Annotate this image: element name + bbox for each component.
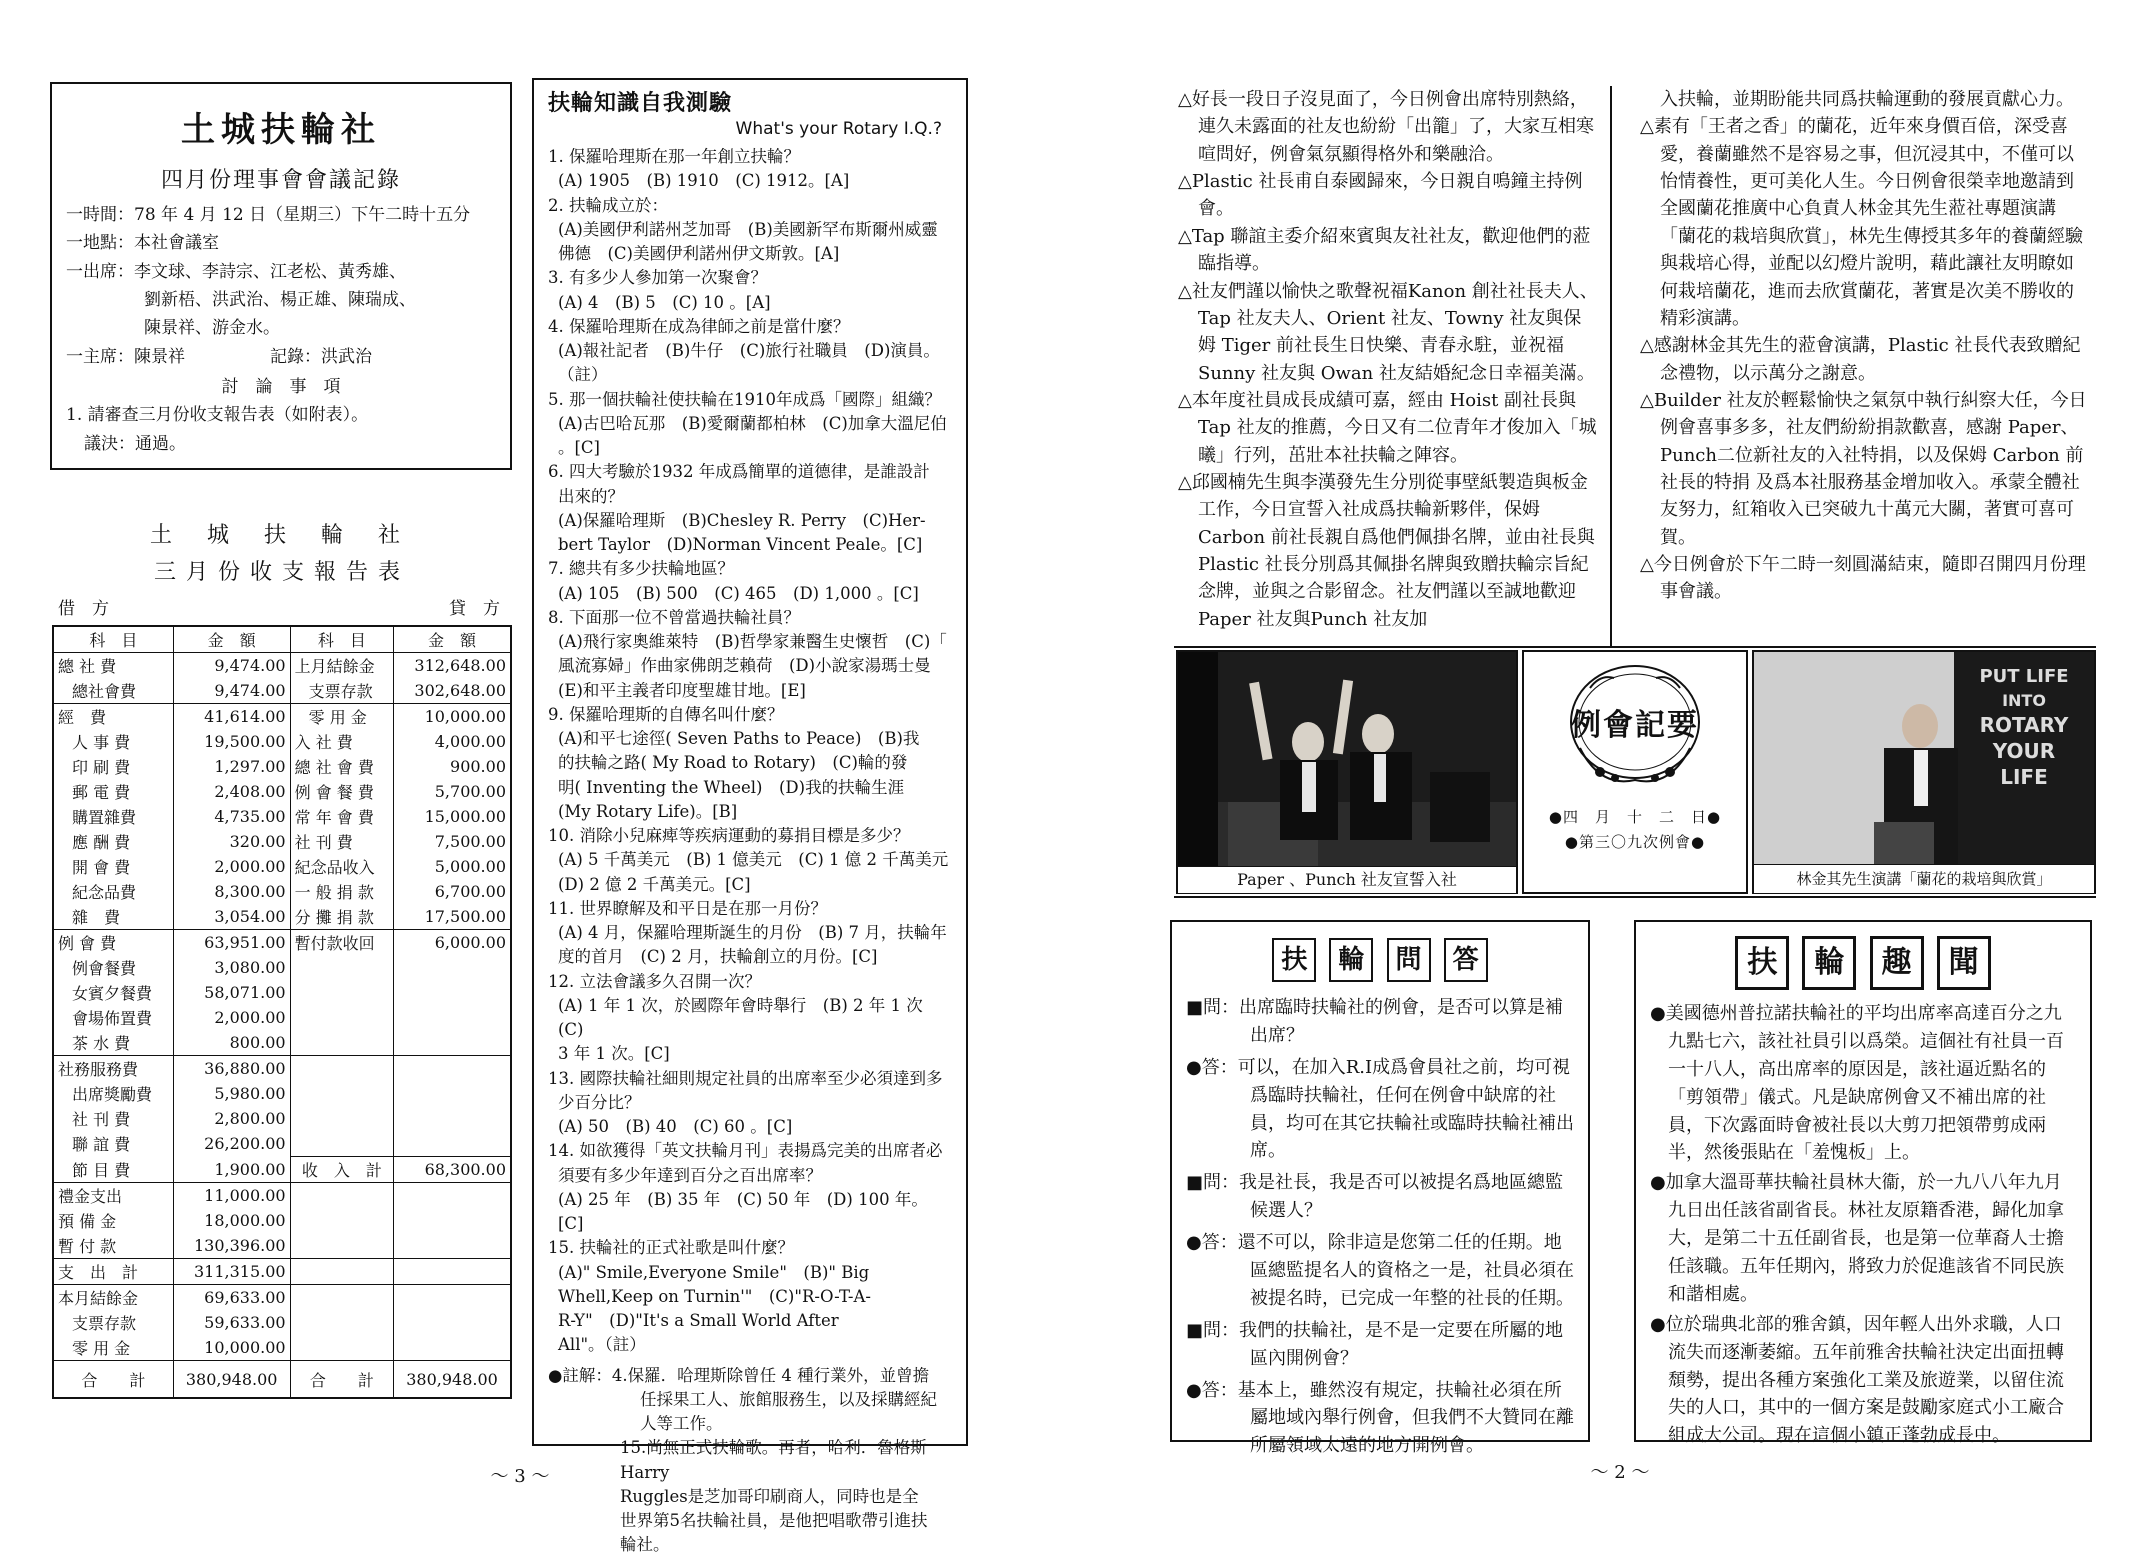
finance-left-amount: 2,408.00 [173,779,290,804]
finance-left-amount: 36,880.00 [173,1056,290,1082]
quiz-question: 12. 立法會議多久召開一次？ [548,971,761,991]
finance-left-item: 總社會費 [54,678,174,704]
quiz-question: 8. 下面那一位不曾當過扶輪社員？ [548,607,800,627]
finance-left-amount: 130,396.00 [173,1233,290,1259]
finance-left-item: 茶 水 費 [54,1030,174,1056]
fun-title-char: 輪 [1802,936,1856,990]
total-label-right: 合 計 [290,1361,393,1398]
finance-right-amount: 5,000.00 [394,854,511,879]
finance-left-amount: 1,900.00 [173,1157,290,1183]
photo-right [1752,650,2096,894]
finance-left-item: 開 會 費 [54,854,174,879]
news-left-column [1178,86,1598,646]
finance-left-amount: 5,980.00 [173,1081,290,1106]
quiz-question: 14. 如欲獲得「英文扶輪月刊」表揚爲完美的出席者必 [548,1141,943,1161]
photo-right-caption: 林金其先生演講「蘭花的栽培與欣賞」 [1754,864,2094,893]
quiz-option: 的扶輪之路( My Road to Rotary) (C)輪的發 [558,753,908,773]
finance-right-item: 支票存款 [290,678,393,704]
quiz-option: 風流寡婦」作曲家佛朗芝賴荷 (D)小說家湯瑪士曼 [558,656,931,676]
quiz-question: 2. 扶輪成立於： [548,195,668,215]
quiz-question: 1. 保羅哈理斯在那一年創立扶輪？ [548,147,800,166]
fun-item: ●位於瑞典北部的雅舍鎮，因年輕人出外求職，人口流失而逐漸萎縮。五年前雅舍扶輪社決定出面扭轉頹勢，提出各種方案強化工業及旅遊業，以留住流失的人口，其中的一個方案是鼓勵家庭式小工廠合組成大公司。現在這個小鎮正蓬勃成長中。 [1650,1313,2064,1447]
finance-left-amount: 11,000.00 [173,1183,290,1209]
finance-right-amount: 6,700.00 [394,879,511,904]
finance-report [52,518,512,1448]
qa-title-char: 答 [1444,938,1488,982]
finance-left-amount: 41,614.00 [173,704,290,730]
minutes-club: 土城扶輪社 [181,110,381,150]
finance-left-amount: 2,000.00 [173,854,290,879]
finance-right-amount: 17,500.00 [394,904,511,930]
finance-right-empty [290,1335,393,1361]
finance-left-amount: 9,474.00 [173,678,290,704]
total-label-left: 合 計 [54,1361,174,1398]
finance-right-empty [394,1233,511,1259]
quiz-option: (A)古巴哈瓦那 (B)愛爾蘭都柏林 (C)加拿大溫尼伯 [558,413,947,433]
qa-answer: ●答：可以，在加入R.I成爲會員社之前，均可視爲臨時扶輪社，任何在例會中缺席的社員，均可在其它扶輪社或臨時扶輪社補出席。 [1186,1056,1574,1162]
page-number-left: ～ 3 ～ [490,1466,550,1487]
quiz-option: 。[C] [558,438,600,457]
finance-right-item: 常 年 會 費 [290,804,393,829]
quiz-question: 3. 有多少人參加第一次聚會？ [548,268,767,288]
fun-title-char: 趣 [1870,936,1924,990]
finance-left-item: 雜 費 [54,904,174,930]
qa-content [1186,994,1574,1460]
quiz-question: 11. 世界瞭解及和平日是在那一月份？ [548,898,827,918]
quiz-note: 人等工作。 [640,1414,723,1433]
qa-answer: ●答：還不可以，除非這是您第二任的任期。地區總監提名人的資格之一是，社員必須在被提名時，已完成一年整的社長的任期。 [1186,1232,1574,1309]
qa-question: ■問：出席臨時扶輪社的例會，是否可以算是補出席？ [1186,997,1564,1046]
finance-left-item: 零 用 金 [54,1335,174,1361]
finance-right-empty [290,1131,393,1157]
finance-left-item: 暫 付 款 [54,1233,174,1259]
svg-text:INTO: INTO [2002,691,2046,710]
finance-left-amount: 8,300.00 [173,879,290,904]
income-total-amount: 68,300.00 [394,1157,511,1183]
finance-left-item: 本月結餘金 [54,1285,174,1311]
finance-left-amount: 63,951.00 [173,930,290,956]
finance-right-item: 例 會 餐 費 [290,779,393,804]
finance-left-amount: 4,735.00 [173,804,290,829]
finance-left-item: 印 刷 費 [54,754,174,779]
finance-grid [53,626,511,1398]
meeting-date: ●四 月 十 二 日● [1548,808,1722,826]
finance-right-item: 分 攤 捐 款 [290,904,393,930]
minutes-box [50,82,512,470]
finance-right-amount: 312,648.00 [394,653,511,679]
finance-left-amount: 320.00 [173,829,290,854]
finance-left-amount: 2,800.00 [173,1106,290,1131]
quiz-option: (A) 5 千萬美元 (B) 1 億美元 (C) 1 億 2 千萬美元 [558,850,949,870]
finance-right-amount: 7,500.00 [394,829,511,854]
news-item: △本年度社員成長成績可嘉，經由 Hoist 副社長與Tap 社友的推薦，今日又有二位青年才俊加入「城曦」行列，茁壯本社扶輪之陣容。 [1178,389,1597,466]
finance-left-amount: 26,200.00 [173,1131,290,1157]
fun-box [1634,920,2092,1447]
finance-right-empty [290,1081,393,1106]
total-amount-left: 380,948.00 [173,1361,290,1398]
finance-left-item: 總 社 費 [54,653,174,679]
finance-right-amount: 302,648.00 [394,678,511,704]
finance-right-amount: 15,000.00 [394,804,511,829]
minutes-line: 陳景祥、游金水。 [144,318,280,339]
quiz-question: 6. 四大考驗於1932 年成爲簡單的道德律，是誰設計 [548,462,930,482]
finance-right-empty [290,1183,393,1209]
finance-left-item: 購置雜費 [54,804,174,829]
finance-club: 土 城 扶 輪 社 [150,523,414,548]
finance-right-empty [394,1030,511,1056]
meeting-notes-title: 例會記要 [1571,708,1699,743]
quiz-questions [548,145,952,1358]
quiz-option: (A) 1905 (B) 1910 (C) 1912。[A] [558,171,850,191]
finance-right-empty [394,1106,511,1131]
quiz-option: 明( Inventing the Wheel) (D)我的扶輪生涯 [558,777,905,797]
finance-right-empty [290,980,393,1005]
finance-right-item: 總 社 會 費 [290,754,393,779]
svg-text:PUT LIFE: PUT LIFE [1979,666,2069,687]
news-item: △邱國楠先生與李漢發先生分別從事壁紙製造與板金工作，今日宣誓入社成爲扶輪新夥伴，保姆Carbon 前社長親自爲他們佩掛名牌，並由社長與Plastic 社長分別爲其佩掛名牌與致贈扶輪宗旨紀念牌，並與之合影留念。社友們謹以至誠地歡迎Paper 社友與Punch 社友加 [1178,472,1595,630]
quiz-question: 15. 扶輪社的正式社歌是叫什麼？ [548,1238,794,1258]
minutes-line: 劉新梧、洪武治、楊正雄、陳瑞成、 [144,290,416,311]
qa-question: ■問：我們的扶輪社，是不是一定要在所屬的地區內開例會？ [1186,1319,1564,1369]
quiz-question: 4. 保羅哈理斯在成為律師之前是當什麼？ [548,316,850,336]
fun-item: ●加拿大溫哥華扶輪社員林大衞，於一九八八年九月九日出任該省副省長。林社友原籍香港，歸化加拿大，是第二十五任副省長，也是第一位華裔人士擔任該職。五年任期內，將致力於促進該省不同民族和諧相處。 [1650,1172,2064,1305]
quiz-option: 度的首月 (C) 2 月，扶輪創立的月份。[C] [558,947,878,967]
finance-left-item: 社 刊 費 [54,1106,174,1131]
finance-left-item: 出席獎勵費 [54,1081,174,1106]
news-item: △好長一段日子沒見面了，今日例會出席特別熱絡，連久未露面的社友也紛紛「出籠」了，大家互相寒喧問好，例會氣氛顯得格外和樂融洽。 [1178,89,1594,165]
quiz-option: (D) 2 億 2 千萬美元。[C] [558,874,751,894]
quiz-subtitle: What's your Rotary I.Q.? [735,119,942,139]
news-item: 入扶輪，並期盼能共同爲扶輪運動的發展貢獻心力。 [1660,89,2074,110]
finance-left-amount: 800.00 [173,1030,290,1056]
finance-left-amount: 1,297.00 [173,754,290,779]
quiz-box [532,78,968,1555]
finance-left-amount: 10,000.00 [173,1335,290,1361]
finance-left-item: 例會餐費 [54,955,174,980]
quiz-notes [548,1364,952,1558]
finance-title: 三月份收支報告表 [153,560,410,585]
minutes-lines [66,202,496,457]
finance-right-empty [290,1233,393,1259]
fun-title-char: 扶 [1735,936,1789,990]
finance-right-amount: 4,000.00 [394,729,511,754]
fun-title [1650,936,2076,990]
finance-left-item: 社務服務費 [54,1056,174,1082]
finance-left-item: 節 目 費 [54,1157,174,1183]
quiz-question: 9. 保羅哈理斯的自傳名叫什麼？ [548,704,784,724]
finance-header: 科 目 [290,627,393,653]
finance-right-item: 暫付款收回 [290,930,393,956]
qa-title-char: 問 [1387,938,1431,982]
finance-right-empty [394,1081,511,1106]
swearing-in-photo [1178,652,1516,866]
photo-left [1176,650,1518,894]
finance-left-amount: 9,474.00 [173,653,290,679]
finance-left-amount: 69,633.00 [173,1285,290,1311]
quiz-option: (A)和平七途徑( Seven Paths to Peace) (B)我 [558,729,920,748]
qa-answer: ●答：基本上，雖然沒有規定，扶輪社必須在所屬地域內舉行例會，但我們不大贊同在離所屬領域太遠的地方開例會。 [1186,1379,1574,1457]
finance-right-empty [394,1259,511,1285]
speaker-photo [1754,652,2094,864]
minutes-line: 一出席：李文球、李詩宗、江老松、黃秀雄、 [66,261,406,282]
quiz-option: All"。（註） [558,1335,646,1355]
quiz-option: (A) 1 年 1 次，於國際年會時舉行 (B) 2 年 1 次 (C) [558,995,940,1039]
svg-text:YOUR: YOUR [1992,739,2056,763]
fun-item: ●美國德州普拉諾扶輪社的平均出席率高達百分之九九點七六，該社社員引以爲榮。這個社有社員一百一十八人，高出席率的原因是，該社逼近點名的「剪領帶」儀式。凡是缺席例會又不補出席的社員，下次露面時會被社長以大剪刀把領帶剪成兩半，然後張貼在「羞愧板」上。 [1650,1003,2064,1164]
finance-right-empty [290,1056,393,1082]
discuss-heading: 討 論 事 項 [221,377,341,398]
qa-title-char: 輪 [1329,938,1373,982]
finance-right-empty [394,1310,511,1335]
finance-right-item: 社 刊 費 [290,829,393,854]
photo-left-caption: Paper 、Punch 社友宣誓入社 [1178,866,1516,893]
finance-right-empty [290,1005,393,1030]
news-item: △Builder 社友於輕鬆愉快之氣氛中執行糾察大任，今日例會喜事多多，社友們紛紛捐款歡喜，感謝 Paper、Punch二位新社友的入社特捐，以及保姆 Carbon 前社長的特捐 及爲本社服務基金增加收入。承蒙全體社友努力，紅箱收入已突破九十萬元大關，著實可喜可賀。 [1640,389,2087,548]
finance-left-amount: 3,054.00 [173,904,290,930]
quiz-question: 10. 消除小兒麻痺等疾病運動的募捐目標是多少？ [548,826,910,845]
finance-right-empty [290,955,393,980]
finance-right-amount: 6,000.00 [394,930,511,956]
minutes-item: 議決：通過。 [84,433,186,454]
finance-left-item: 支 出 計 [54,1259,174,1285]
svg-text:LIFE: LIFE [2000,765,2048,789]
finance-right-item: 入 社 費 [290,729,393,754]
quiz-option: (My Rotary Life)。[B] [558,801,738,821]
finance-left-item: 例 會 費 [54,930,174,956]
income-total-label: 收 入 計 [290,1157,393,1183]
minutes-line: 一主席：陳景祥 記錄：洪武治 [66,346,372,367]
finance-right-amount: 5,700.00 [394,779,511,804]
finance-right-empty [290,1259,393,1285]
finance-right-empty [290,1030,393,1056]
qa-title-char: 扶 [1272,938,1316,982]
photo-center [1522,650,1748,894]
finance-right-empty [394,1285,511,1311]
finance-right-amount: 10,000.00 [394,704,511,730]
finance-left-item: 聯 誼 費 [54,1131,174,1157]
finance-left-amount: 311,315.00 [173,1259,290,1285]
finance-left-amount: 18,000.00 [173,1208,290,1233]
qa-question: ■問：我是社長，我是否可以被提名爲地區總監候選人？ [1186,1172,1564,1222]
finance-left-item: 支票存款 [54,1310,174,1335]
quiz-question: 7. 總共有多少扶輪地區？ [548,559,734,579]
minutes-line: 一時間：78 年 4 月 12 日（星期三）下午二時十五分 [66,205,471,225]
news-item: △感謝林金其先生的蒞會演講，Plastic 社長代表致贈紀念禮物，以示萬分之謝意。 [1640,335,2081,384]
quiz-option: Whell,Keep on Turnin'" (C)"R-O-T-A- [558,1286,872,1306]
quiz-option: R-Y" (D)"It's a Small World After [558,1311,839,1330]
finance-table [52,625,512,1399]
minutes-item: 1. 請審查三月份收支報告表（如附表）。 [66,405,369,426]
quiz-note: ●註解：4.保羅．哈理斯除曾任 4 種行業外，並曾擔 [548,1365,930,1385]
finance-left-amount: 59,633.00 [173,1310,290,1335]
finance-left-item: 禮金支出 [54,1183,174,1209]
news-item: △Plastic 社長甫自泰國歸來，今日親自鳴鐘主持例會。 [1178,171,1583,220]
finance-left-amount: 2,000.00 [173,1005,290,1030]
quiz-option: (A)報社記者 (B)牛仔 (C)旅行社職員 (D)演員。 [558,341,940,360]
quiz-option: 須要有多少年達到百分之百出席率？ [558,1165,822,1185]
finance-left-item: 郵 電 費 [54,779,174,804]
finance-left-item: 女賓夕餐費 [54,980,174,1005]
quiz-note: 15.尚無正式扶輪歌。再者，哈利．魯格斯Harry [620,1438,927,1482]
news-item: △Tap 聯誼主委介紹來賓與友社社友，歡迎他們的蒞臨指導。 [1178,225,1591,275]
finance-right-empty [290,1310,393,1335]
quiz-option: (A) 4 月，保羅哈理斯誕生的月份 (B) 7 月，扶輪年 [558,923,947,942]
page-number-right: ～ 2 ～ [1590,1462,1650,1483]
quiz-option: (A) 105 (B) 500 (C) 465 (D) 1,000 。[C] [558,583,919,603]
news-divider [1610,86,1612,646]
finance-left-item: 人 事 費 [54,729,174,754]
finance-right-item: 上月結餘金 [290,653,393,679]
fun-title-char: 聞 [1937,936,1991,990]
qa-title [1186,938,1574,982]
quiz-note: Ruggles是芝加哥印刷商人，同時也是全 [620,1486,919,1506]
finance-right-item: 紀念品收入 [290,854,393,879]
finance-right-empty [394,1005,511,1030]
finance-left-item: 經 費 [54,704,174,730]
minutes-line: 一地點：本社會議室 [66,233,219,254]
quiz-note: 任採果工人、旅館服務生，以及採購經紀 [640,1389,937,1409]
finance-right-item: 一 般 捐 款 [290,879,393,904]
finance-right-empty [394,1208,511,1233]
finance-left-item: 預 備 金 [54,1208,174,1233]
quiz-option: 3 年 1 次。[C] [558,1044,670,1064]
quiz-question: 13. 國際扶輪社細則規定社員的出席率至少必須達到多 [548,1068,943,1088]
total-amount-right: 380,948.00 [394,1361,511,1398]
finance-header: 金 額 [394,627,511,653]
finance-header: 金 額 [173,627,290,653]
finance-left-amount: 19,500.00 [173,729,290,754]
finance-right-empty [290,1208,393,1233]
finance-left-amount: 3,080.00 [173,955,290,980]
finance-right-empty [290,1285,393,1311]
finance-right-empty [394,1131,511,1157]
finance-right-empty [394,980,511,1005]
news-item: △社友們謹以愉快之歌聲祝福Kanon 創社社長夫人、Tap 社友夫人、Orient 社友、Towny 社友與保姆 Tiger 前社長生日快樂、青春永駐，並祝福 Sunny 社友與 Owan 社友結婚紀念日幸福美滿。 [1178,280,1598,384]
credit-label: 貸 方 [449,599,500,619]
debit-label: 借 方 [58,599,109,619]
qa-box [1170,920,1590,1457]
quiz-option: (A) 50 (B) 40 (C) 60 。[C] [558,1117,793,1136]
finance-left-item: 會場佈置費 [54,1005,174,1030]
finance-left-item: 應 酬 費 [54,829,174,854]
quiz-option: (A)美國伊利諾州芝加哥 (B)美國新罕布斯爾州威靈 [558,219,938,239]
finance-right-empty [394,1335,511,1361]
finance-right-empty [394,1056,511,1082]
finance-right-item: 零 用 金 [290,704,393,730]
meeting-number: ●第三〇九次例會● [1564,833,1706,851]
news-item: △今日例會於下午二時一刻圓滿結束，隨即召開四月份理事會議。 [1640,554,2086,603]
quiz-note: 世界第5名扶輪社員，是他把唱歌帶引進扶 [620,1511,928,1530]
quiz-title: 扶輪知識自我測驗 [548,90,733,116]
quiz-option: (A)飛行家奧維萊特 (B)哲學家兼醫生史懷哲 (C)「 [558,632,947,651]
svg-text:ROTARY: ROTARY [1979,713,2069,737]
quiz-option: 少百分比？ [558,1092,641,1112]
finance-right-empty [394,955,511,980]
fun-content [1650,1000,2076,1450]
quiz-option: (A) 4 (B) 5 (C) 10 。[A] [558,292,771,312]
quiz-option: (A)" Smile,Everyone Smile" (B)" Big [558,1262,870,1282]
quiz-note: 輪社。 [620,1535,670,1555]
finance-left-amount: 58,071.00 [173,980,290,1005]
news-right-column [1640,86,2090,646]
quiz-option: （註） [558,365,608,385]
quiz-option: 佛德 (C)美國伊利諾州伊文斯敦。[A] [558,244,840,263]
finance-left-item: 紀念品費 [54,879,174,904]
quiz-option: 出來的？ [558,486,624,506]
finance-header: 科 目 [54,627,174,653]
quiz-option: (A)保羅哈理斯 (B)Chesley R. Perry (C)Her- [558,510,926,530]
finance-right-amount: 900.00 [394,754,511,779]
quiz-option: (E)和平主義者印度聖雄甘地。[E] [558,680,806,700]
news-item: △素有「王者之香」的蘭花，近年來身價百倍，深受喜愛，養蘭雖然不是容易之事，但沉浸其中，不僅可以怡情養性，更可美化人生。今日例會很榮幸地邀請到全國蘭花推廣中心負責人林金其先生蒞社專題演講「蘭花的栽培與欣賞」，林先生傳授其多年的養蘭經驗與栽培心得，並配以幻燈片說明，藉此讓社友明瞭如何栽培蘭花，進而去欣賞蘭花，著實是次美不勝收的精彩演講。 [1640,116,2083,329]
finance-right-empty [394,1183,511,1209]
quiz-option: bert Taylor (D)Norman Vincent Peale。[C] [558,535,923,554]
quiz-question: 5. 那一個扶輪社使扶輪在1910年成爲「國際」組織？ [548,389,941,409]
finance-right-empty [290,1106,393,1131]
minutes-title: 四月份理事會會議記錄 [160,168,401,193]
quiz-option: (A) 25 年 (B) 35 年 (C) 50 年 (D) 100 年。[C] [558,1189,928,1233]
